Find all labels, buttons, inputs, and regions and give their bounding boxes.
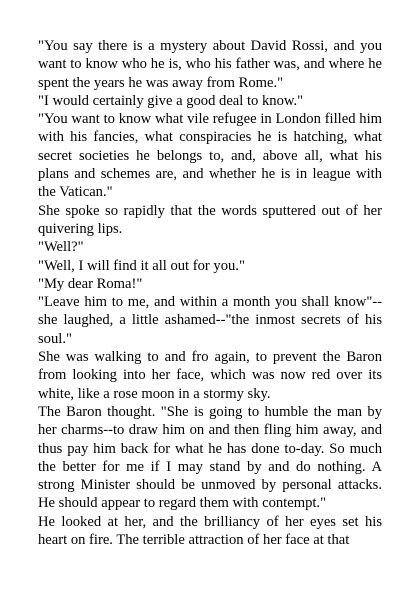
paragraph: "You say there is a mystery about David Rossi, and you want to know who he is, who his father was, and where he spent the years he was away from Rome.": [38, 38, 382, 91]
paragraph: She spoke so rapidly that the words sputtered out of her quivering lips.: [38, 202, 382, 237]
paragraph: "You want to know what vile refugee in London filled him with his fancies, what conspiracies he is hatching, what secret societies he belongs to, and, above all, what his plans and schemes are, and whether he is in league with the Vatican.": [38, 111, 382, 201]
paragraph: "Well?": [38, 239, 84, 256]
paragraph: "Well, I will find it all out for you.": [38, 257, 245, 274]
paragraph: She was walking to and fro again, to prevent the Baron from looking into her face, which was now red over its white, like a rose moon in a stormy sky.: [38, 349, 382, 402]
paragraph: "I would certainly give a good deal to know.": [38, 92, 304, 109]
paragraph: He looked at her, and the brilliancy of her eyes set his heart on fire. The terrible attraction of her face at that: [38, 513, 382, 549]
paragraph: "Leave him to me, and within a month you shall know"--she laughed, a little ashamed--"the inmost secrets of his soul.": [38, 294, 382, 347]
body-text: [38, 37, 382, 549]
paragraph: The Baron thought. "She is going to humble the man by her charms--to draw him on and then fling him away, and thus pay him back for what he has done to-day. So much the better for me if I may stand by and do nothing. A strong Minister should be unmoved by personal attacks. He should appear to regard them with contempt.": [38, 403, 382, 512]
paragraph: "My dear Roma!": [38, 275, 143, 292]
